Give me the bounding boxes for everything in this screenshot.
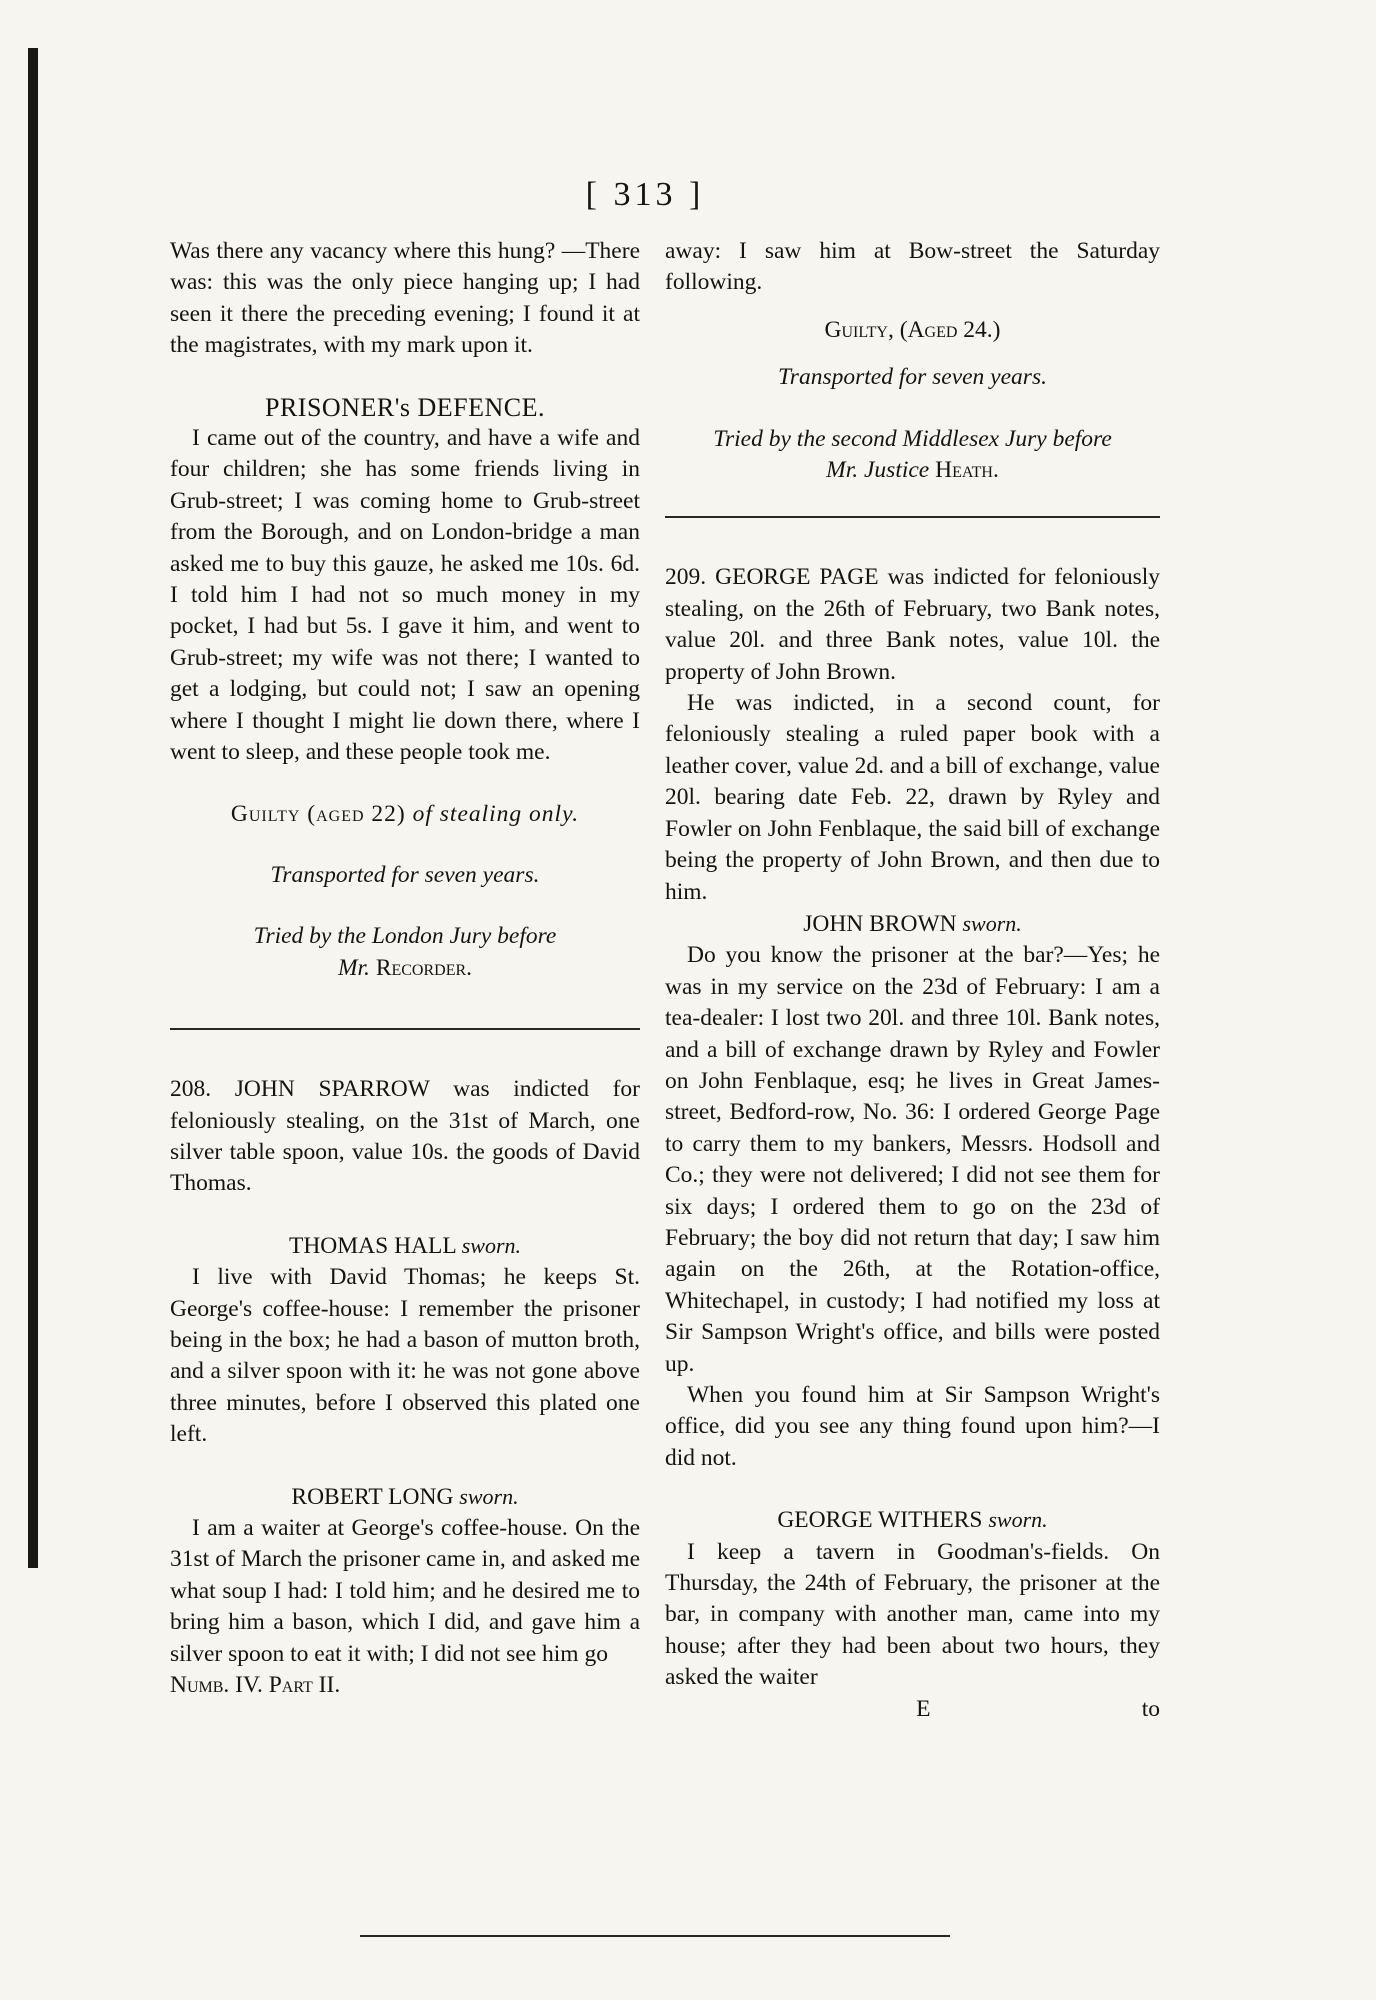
witness-name: JOHN BROWN	[803, 910, 957, 937]
verdict-line	[170, 799, 640, 830]
judge-title: Mr.	[337, 954, 370, 981]
witness-heading	[170, 1230, 640, 1262]
judge-name: Heath.	[935, 457, 999, 484]
verdict-line: Guilty, (Aged 24.)	[824, 316, 1001, 343]
sworn-label: sworn.	[988, 1507, 1048, 1533]
page-number: [ 313 ]	[585, 176, 705, 213]
case-208-indictment: 208. JOHN SPARROW was indicted for feloniously stealing, on the 31st of March, one silver table spoon, value 10s. the goods of David Thomas.	[170, 1076, 640, 1197]
witness-heading	[665, 1504, 1160, 1536]
witness-heading	[665, 908, 1160, 940]
bottom-rule	[360, 1935, 950, 1937]
right-column	[665, 236, 1160, 1725]
sentence-line: Transported for seven years.	[778, 364, 1047, 391]
case-209-second-count: He was indicted, in a second count, for feloniously stealing a ruled paper book with a leather cover, value 2d. and a bill of exchange, value 20l. bearing date Feb. 22, drawn by Ryley and Fowler on John Fenblaque, the said bill of exchange being the property of John Brown, and then due to him.	[665, 690, 1160, 905]
witness-question: When you found him at Sir Sampson Wright's office, did you see any thing found upon him?—I did not.	[665, 1382, 1160, 1471]
testimony-paragraph: Was there any vacancy where this hung? —There was: this was the only piece hanging up; I had seen it there the preceding evening; I found it at the magistrates, with my mark upon it.	[170, 238, 640, 359]
sworn-label: sworn.	[962, 910, 1022, 936]
witness-name: ROBERT LONG	[291, 1483, 454, 1510]
defence-heading: PRISONER's DEFENCE.	[265, 392, 545, 422]
sworn-label: sworn.	[461, 1232, 522, 1258]
footer-issue: Numb. IV. Part II.	[170, 1672, 341, 1699]
binding-edge-shadow	[28, 48, 38, 1568]
sworn-label: sworn.	[459, 1483, 519, 1509]
signature-mark: E	[916, 1695, 931, 1722]
testimony-paragraph: away: I saw him at Bow-street the Saturday following.	[665, 238, 1160, 296]
witness-testimony: Do you know the prisoner at the bar?—Yes; he was in my service on the 23d of February: I am a tea-dealer: I lost two 20l. and three 10l. Bank notes, and a bill of exchange drawn by Ryley and Fowler on John Fenblaque, esq; he lives in Great James-street, Bedford-row, No. 36: I ordered George Page to carry them to my bankers, Messrs. Hodsoll and Co.; they were not delivered; I did not see them for six days; I ordered them to go on the 23d of February; the boy did not return that day; I saw him again on the 26th, at the Rotation-office, Whitechapel, in custody; I had notified my loss at Sir Sampson Wright's office, and bills were posted up.	[665, 942, 1160, 1377]
judge-title: Mr. Justice	[826, 457, 930, 484]
tried-line: Tried by the London Jury before	[253, 923, 557, 950]
witness-testimony: I live with David Thomas; he keeps St. George's coffee-house: I remember the prisoner being in the box; he had a bason of mutton broth, and a silver spoon with it: he was not gone above three minutes, before I observed this plated one left.	[170, 1264, 640, 1448]
tried-line: Tried by the second Middlesex Jury before	[713, 425, 1112, 452]
witness-heading	[170, 1481, 640, 1513]
verdict-qualifier: of stealing only.	[412, 800, 580, 827]
defence-text: I came out of the country, and have a wife and four children; she has some friends living in Grub-street; I was coming home to Grub-street from the Borough, and on London-bridge a man asked me to buy this gauze, he asked me 10s. 6d. I told him I had not so much money in my pocket, I had but 5s. I gave it him, and went to Grub-street; my wife was not there; I wanted to get a lodging, but could not; I saw an opening where I thought I might lie down there, where I went to sleep, and these people took me.	[170, 425, 640, 766]
witness-name: GEORGE WITHERS	[777, 1507, 983, 1534]
witness-testimony: I am a waiter at George's coffee-house. On the 31st of March the prisoner came in, and asked me what soup I had: I told him; and he desired me to bring him a bason, which I did, and gave him a silver spoon to eat it with; I did not see him go	[170, 1515, 640, 1667]
catchword: to	[1141, 1695, 1160, 1722]
witness-testimony: I keep a tavern in Goodman's-fields. On Thursday, the 24th of February, the prisoner at the bar, in company with another man, came into my house; after they had been about two hours, they asked the waiter	[665, 1538, 1160, 1691]
case-209-indictment: 209. GEORGE PAGE was indicted for feloniously stealing, on the 26th of February, two Bank notes, value 20l. and three Bank notes, value 10l. the property of John Brown.	[665, 564, 1160, 685]
verdict-main: Guilty (aged 22)	[230, 800, 406, 827]
judge-name: Recorder.	[375, 954, 473, 981]
footer-row	[665, 1694, 1160, 1725]
sentence-line: Transported for seven years.	[270, 861, 540, 888]
tried-judge-line	[665, 455, 1160, 486]
left-column	[170, 236, 640, 1701]
tried-judge-line	[170, 953, 640, 984]
witness-name: THOMAS HALL	[288, 1232, 456, 1259]
